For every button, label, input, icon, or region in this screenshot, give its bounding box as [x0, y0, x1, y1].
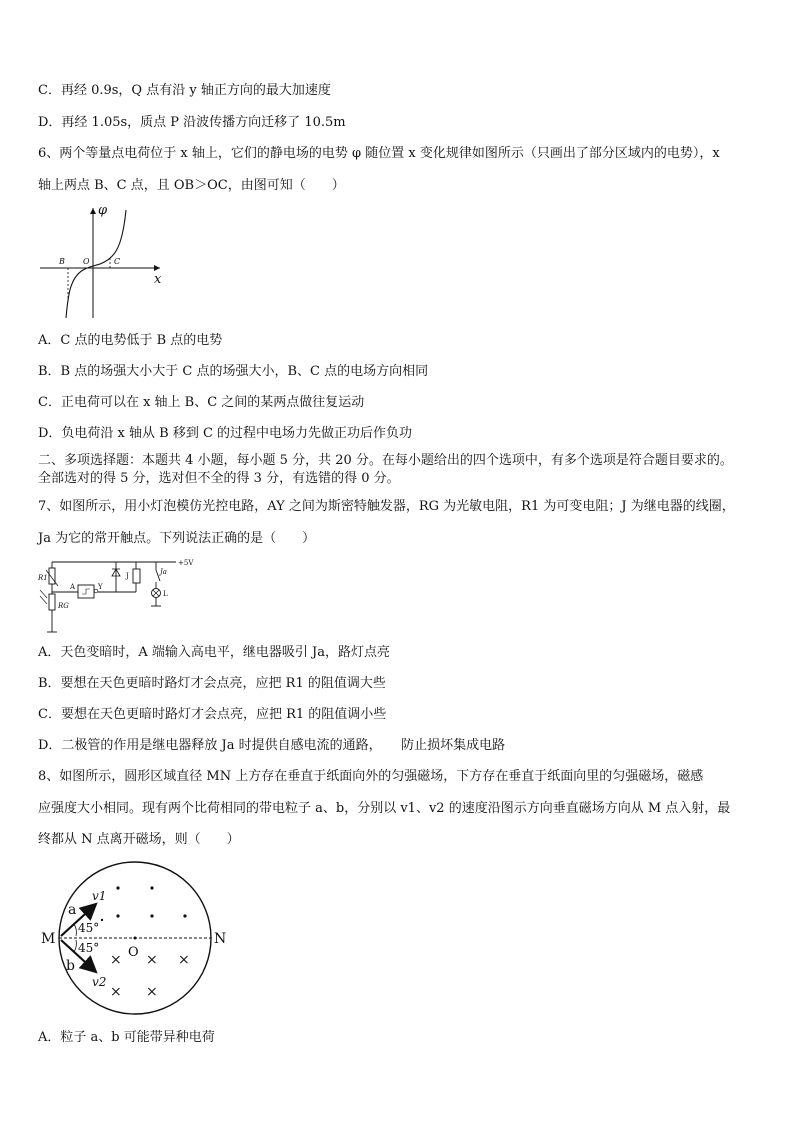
q8-stem-line-2: 应强度大小相同。现有两个比荷相同的带电粒子 a、b，分别以 v1、v2 的速度沿图示方向垂直磁场方向从 M 点入射，最 — [38, 801, 731, 816]
relay-coil — [133, 569, 140, 583]
q5-option-c: C．再经 0.9s，Q 点有沿 y 轴正方向的最大加速度 — [38, 83, 331, 98]
n-label: N — [214, 931, 227, 947]
q7-circuit-diagram — [36, 556, 206, 636]
x-label: x — [154, 272, 162, 287]
v1-label: v1 — [92, 889, 107, 903]
angle-upper-label: 45° — [78, 921, 100, 935]
section2-line-1: 二、多项选择题：本题共 4 小题，每小题 5 分，共 20 分。在每小题给出的四个选项中，有多个选项是符合题目要求的。 — [38, 453, 733, 468]
svg-text:×: × — [146, 984, 158, 1000]
m-label: M — [41, 931, 56, 947]
q7-option-d: D．二极管的作用是继电器释放 Ja 时提供自感电流的通路， 防止损坏集成电路 — [38, 738, 506, 753]
ja-label: Ja — [160, 568, 167, 576]
svg-text:×: × — [146, 952, 158, 968]
q6-option-c: C．正电荷可以在 x 轴上 B、C 之间的某两点做往复运动 — [38, 395, 365, 410]
a-label: a — [68, 902, 77, 918]
field-out-dots — [101, 886, 187, 921]
q6-stem-line-1: 6、两个等量点电荷位于 x 轴上，它们的静电场的电势 φ 随位置 x 变化规律如图所示（只画出了部分区域内的电势），x — [38, 146, 720, 161]
supply-label: +5V — [178, 559, 194, 567]
v2-label: v2 — [92, 975, 107, 989]
b-label: b — [66, 958, 75, 974]
section2-line-2: 全部选对的得 5 分，选对但不全的得 3 分，有选错的得 0 分。 — [38, 471, 400, 486]
q6-potential-graph — [38, 200, 178, 320]
a-terminal-label: A — [70, 583, 76, 591]
y-terminal-label: Y — [98, 583, 103, 591]
c-label: C — [114, 257, 121, 266]
b-label: B — [59, 257, 65, 266]
q8-magnetic-field-diagram — [38, 852, 238, 1032]
q7-stem-line-1: 7、如图所示，用小灯泡模仿光控电路，AY 之间为斯密特触发器，RG 为光敏电阻，R1 为可变电阻；J 为继电器的线圈， — [38, 499, 735, 514]
q8-option-a: A．粒子 a、b 可能带异种电荷 — [38, 1030, 215, 1045]
r1-label: R1 — [38, 574, 48, 582]
rg-resistor — [49, 594, 55, 610]
o-label: O — [83, 257, 90, 266]
r1-resistor — [49, 568, 55, 584]
svg-text:×: × — [178, 952, 190, 968]
svg-text:×: × — [110, 952, 122, 968]
angle-lower-label: 45° — [78, 941, 100, 955]
q8-stem-line-3: 终都从 N 点离开磁场，则（ ） — [38, 832, 240, 847]
rg-label: RG — [58, 602, 69, 610]
q6-option-d: D．负电荷沿 x 轴从 B 移到 C 的过程中电场力先做正功后作负功 — [38, 426, 413, 441]
q6-stem-line-2: 轴上两点 B、C 点，且 OB＞OC，由图可知（ ） — [38, 178, 345, 193]
field-in-crosses — [110, 952, 190, 1000]
l-label: L — [163, 590, 168, 598]
q7-stem-line-2: Ja 为它的常开触点。下列说法正确的是（ ） — [38, 531, 316, 546]
q7-option-c: C．要想在天色更暗时路灯才会点亮，应把 R1 的阻值调小些 — [38, 707, 387, 722]
q7-option-a: A．天色变暗时，A 端输入高电平，继电器吸引 Ja，路灯点亮 — [38, 645, 391, 660]
o-label: O — [128, 945, 139, 960]
q7-option-b: B．要想在天色更暗时路灯才会点亮，应把 R1 的阻值调大些 — [38, 676, 386, 691]
q8-stem-line-1: 8、如图所示，圆形区域直径 MN 上方存在垂直于纸面向外的匀强磁场，下方存在垂直于纸面向里的匀强磁场，磁感 — [38, 769, 704, 784]
q6-option-b: B．B 点的场强大小大于 C 点的场强大小，B、C 点的电场方向相同 — [38, 364, 429, 379]
svg-text:×: × — [110, 984, 122, 1000]
j-label: J — [126, 572, 129, 580]
phi-label: φ — [98, 203, 108, 218]
q5-option-d: D．再经 1.05s，质点 P 沿波传播方向迁移了 10.5m — [38, 115, 346, 130]
q6-option-a: A．C 点的电势低于 B 点的电势 — [38, 333, 223, 348]
